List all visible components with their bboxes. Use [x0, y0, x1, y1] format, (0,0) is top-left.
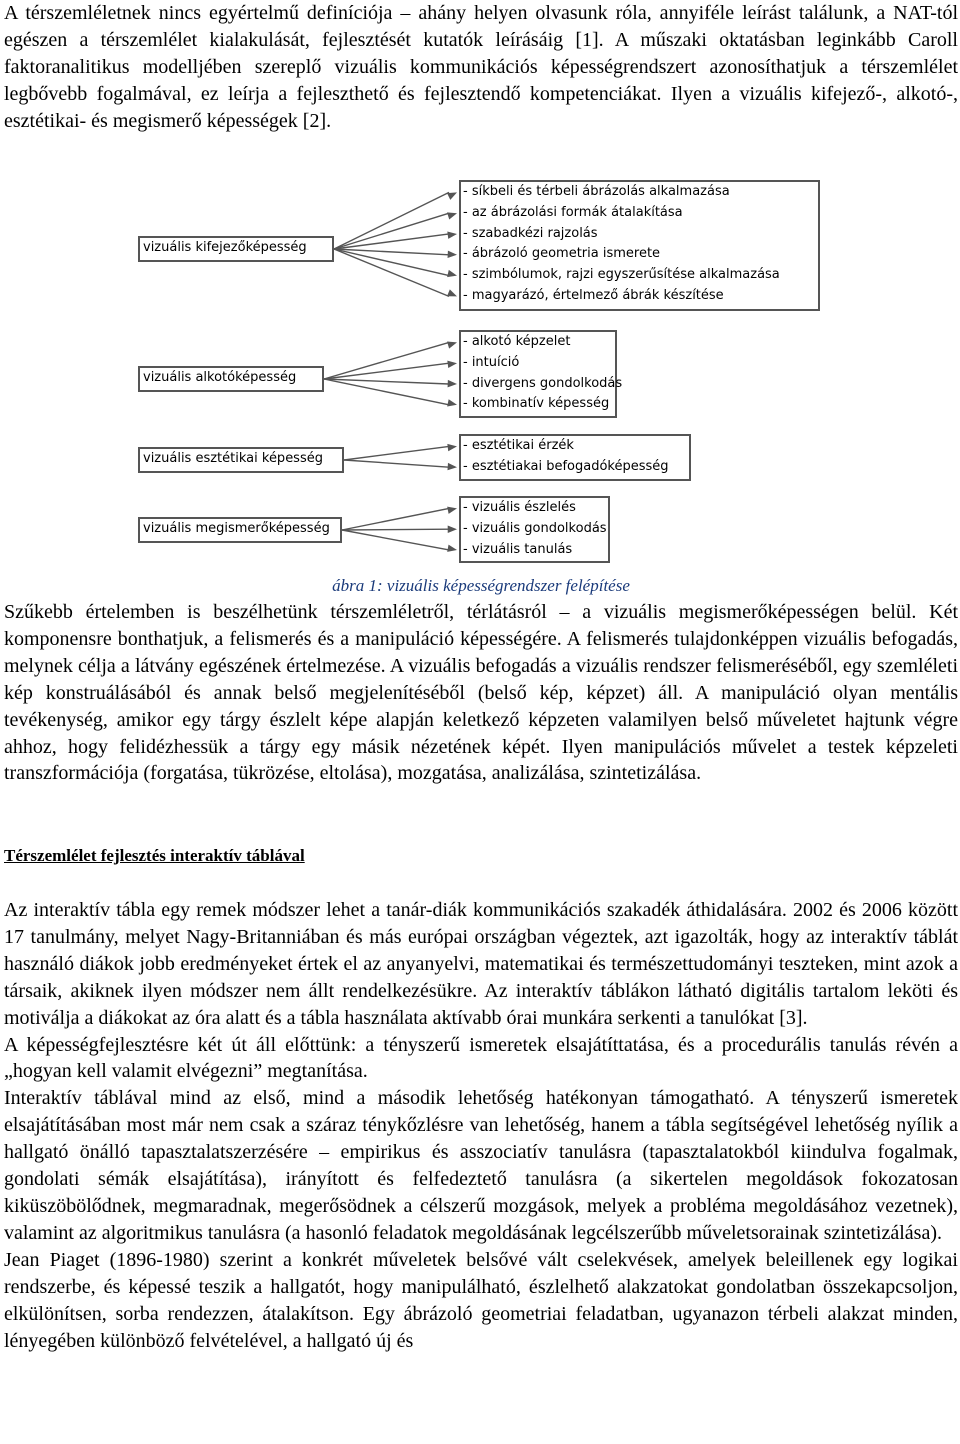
paragraph: Jean Piaget (1896-1980) szerint a konkrét műveletek belsővé vált cselekvések, amelyek beleillenek egy logikai rendszerbe, és képessé teszik a hallgatót, hogy manipulálható, észlelhető alakzatokat gondolatban összekapcsoljon, elkülönítsen, sorba rendezzen, átalakítson. Egy ábrázoló geometriai feladatban, ugyanazon térbeli alakzat minden, lényegében különböző felvételével, a hallgató új és: [4, 1248, 958, 1352]
list-item: - az ábrázolási formák átalakítása: [463, 204, 683, 220]
arrow-head: [447, 341, 457, 348]
arrow-head: [448, 251, 457, 258]
arrow-line: [324, 363, 449, 379]
section-heading: Térszemlélet fejlesztés interaktív táblával: [4, 846, 305, 865]
paragraph: Szűkebb értelemben is beszélhetünk térszemléletről, térlátásról – a vizuális megismerőképességen belül. Két komponensre bonthatjuk, a felismerés és a manipuláció képességére. A felismerés tulajdonképpen vizuális befogadás, melynek célja a látvány egészének értelmezése. A vizuális befogadás a vizuális rendszer felismeréséből, egy szemléleti kép konstruálásából és annak belső megjelenítéséből (belső kép, képzet) áll. A manipuláció olyan mentális tevékenység, amikor egy tárgy észlelt képe alapján keletkező képzeten valamilyen belső műveletet hajtunk végre ahhoz, hogy felidézhessük a tárgy egy másik nézetének képét. Ilyen manipulációs művelet a testek képzeleti transzformációja (forgatása, tükrözése, eltolása), mozgatása, analizálása, szintetizálása.: [4, 601, 958, 785]
arrow-head: [447, 507, 457, 514]
group-label-creative: vizuális alkotóképesség: [138, 366, 324, 392]
arrow-line: [334, 249, 449, 296]
list-item: - vizuális gondolkodás: [463, 520, 607, 536]
arrow-head: [447, 545, 457, 552]
arrow-head: [447, 361, 457, 368]
group-label-aesthetic: vizuális esztétikai képesség: [138, 447, 344, 473]
arrow-head: [447, 192, 457, 199]
list-item: - intuíció: [463, 354, 520, 370]
list-item: - divergens gondolkodás: [463, 375, 623, 391]
list-item: - alkotó képzelet: [463, 334, 571, 349]
arrow-head: [447, 212, 457, 219]
list-item: - vizuális tanulás: [463, 541, 573, 557]
list-item: - síkbeli és térbeli ábrázolás alkalmazása: [463, 184, 730, 199]
arrow-head: [447, 232, 457, 239]
arrow-head: [448, 526, 457, 533]
arrow-line: [334, 249, 449, 276]
arrow-line: [342, 530, 449, 550]
arrow-head: [447, 399, 457, 406]
arrow-line: [334, 192, 449, 249]
list-item: - szabadkézi rajzolás: [463, 225, 598, 241]
intro-paragraph: [4, 0, 958, 135]
list-item: - kombinatív képesség: [463, 396, 610, 412]
paragraph: A képességfejlesztésre két út áll előttünk: a tényszerű ismeretek elsajátíttatása, és a procedurális tanulás révén a „hogyan kell valamit elvégezni” megtanítása.: [4, 1033, 958, 1083]
paragraph: Interaktív táblával mind az első, mind a második lehetőség hatékonyan támogatható. A tényszerű ismeretek elsajátításában most már nem csak a száraz ténykőzlésre van lehetőség, hanem a tábla segítségével lehetőség nyílik a hallgató önálló tapasztalatszerzésére – empirikus és asszociatív tanulásra (tapasztalatokból kiindulva fogalmak, gondolati sémák elsajátítása), irányított és felfedeztető tanulásra (a sikertelen megoldások fokozatosan kiküszöbölődnek, megmaradnak, megerősödnek a célszerű mozgások, melyek a probléma megoldásához vezetnek), valamint az algoritmikus tanulásra (a hasonló feladatok megoldásának legcélszerűbb műveletsorainak szintetizálása).: [4, 1087, 958, 1244]
list-item: - vizuális észlelés: [463, 500, 576, 515]
list-item: - esztétiakai befogadóképesség: [463, 458, 669, 474]
arrow-line: [344, 460, 449, 467]
paragraph: A térszemléletnek nincs egyértelmű definíciója – ahány helyen olvasunk róla, annyiféle leírást találunk, a NAT-tól egészen a térszemlélet kialakulását, fejlesztését kutatók leírásáig [1]. A műszaki oktatásban leginkább Caroll faktoranalitikus modelljében szereplő vizuális kommunikációs képességrendszert azonosíthatjuk a térszemlélet legbővebb fogalmával, ez leírja a fejleszthető és fejlesztendő kompetenciákat. Ilyen a vizuális kifejező-, alkotó-, esztétikai- és megismerő képességek [2].: [4, 2, 958, 132]
group-items-creative: [459, 330, 623, 418]
paragraph: Az interaktív tábla egy remek módszer lehet a tanár-diák kommunikációs szakadék áthidalására. 2002 és 2006 között 17 tanulmány, melyet Nagy-Britanniában és más európai országban végeztek, azt igazolták, hogy az interaktív táblát használó diákok jobb eredményeket értek el az anyanyelvi, matematikai és természettudományi teszteken, mint azok a társaik, akiknek ilyen módszer nem állt rendelkezésükre. Az interaktív táblákon látható digitális tartalom leköti és motiválja a diákokat az óra alatt és a tábla használata aktívabb órai munkára serkenti a tanulókat [3].: [4, 899, 958, 1029]
arrow-line: [342, 529, 449, 530]
figure-caption: ábra 1: vizuális képességrendszer felépítése: [332, 576, 630, 595]
arrow-line: [334, 213, 449, 249]
arrow-head: [447, 289, 457, 296]
arrow-head: [447, 270, 457, 277]
arrow-head: [447, 444, 457, 451]
arrow-line: [324, 342, 449, 379]
group-items-expressive: [459, 180, 820, 311]
list-item: - ábrázoló geometria ismerete: [463, 246, 661, 262]
list-item: - szimbólumok, rajzi egyszerűsítése alkalmazása: [463, 267, 780, 283]
arrow-line: [334, 234, 449, 249]
capability-diagram: [4, 172, 958, 572]
list-item: - magyarázó, értelmező ábrák készítése: [463, 287, 724, 303]
arrow-line: [342, 508, 449, 530]
group-items-aesthetic: [459, 434, 691, 481]
group-label-cognitive: vizuális megismerőképesség: [138, 517, 342, 543]
arrow-line: [344, 446, 449, 460]
body-section-1: [4, 599, 958, 787]
list-item: - esztétikai érzék: [463, 438, 574, 453]
arrow-head: [447, 463, 457, 470]
arrow-line: [334, 249, 449, 255]
arrow-head: [448, 380, 457, 387]
group-items-cognitive: [459, 496, 610, 563]
body-section-2: [4, 897, 958, 1354]
group-label-expressive: vizuális kifejezőképesség: [138, 236, 334, 262]
